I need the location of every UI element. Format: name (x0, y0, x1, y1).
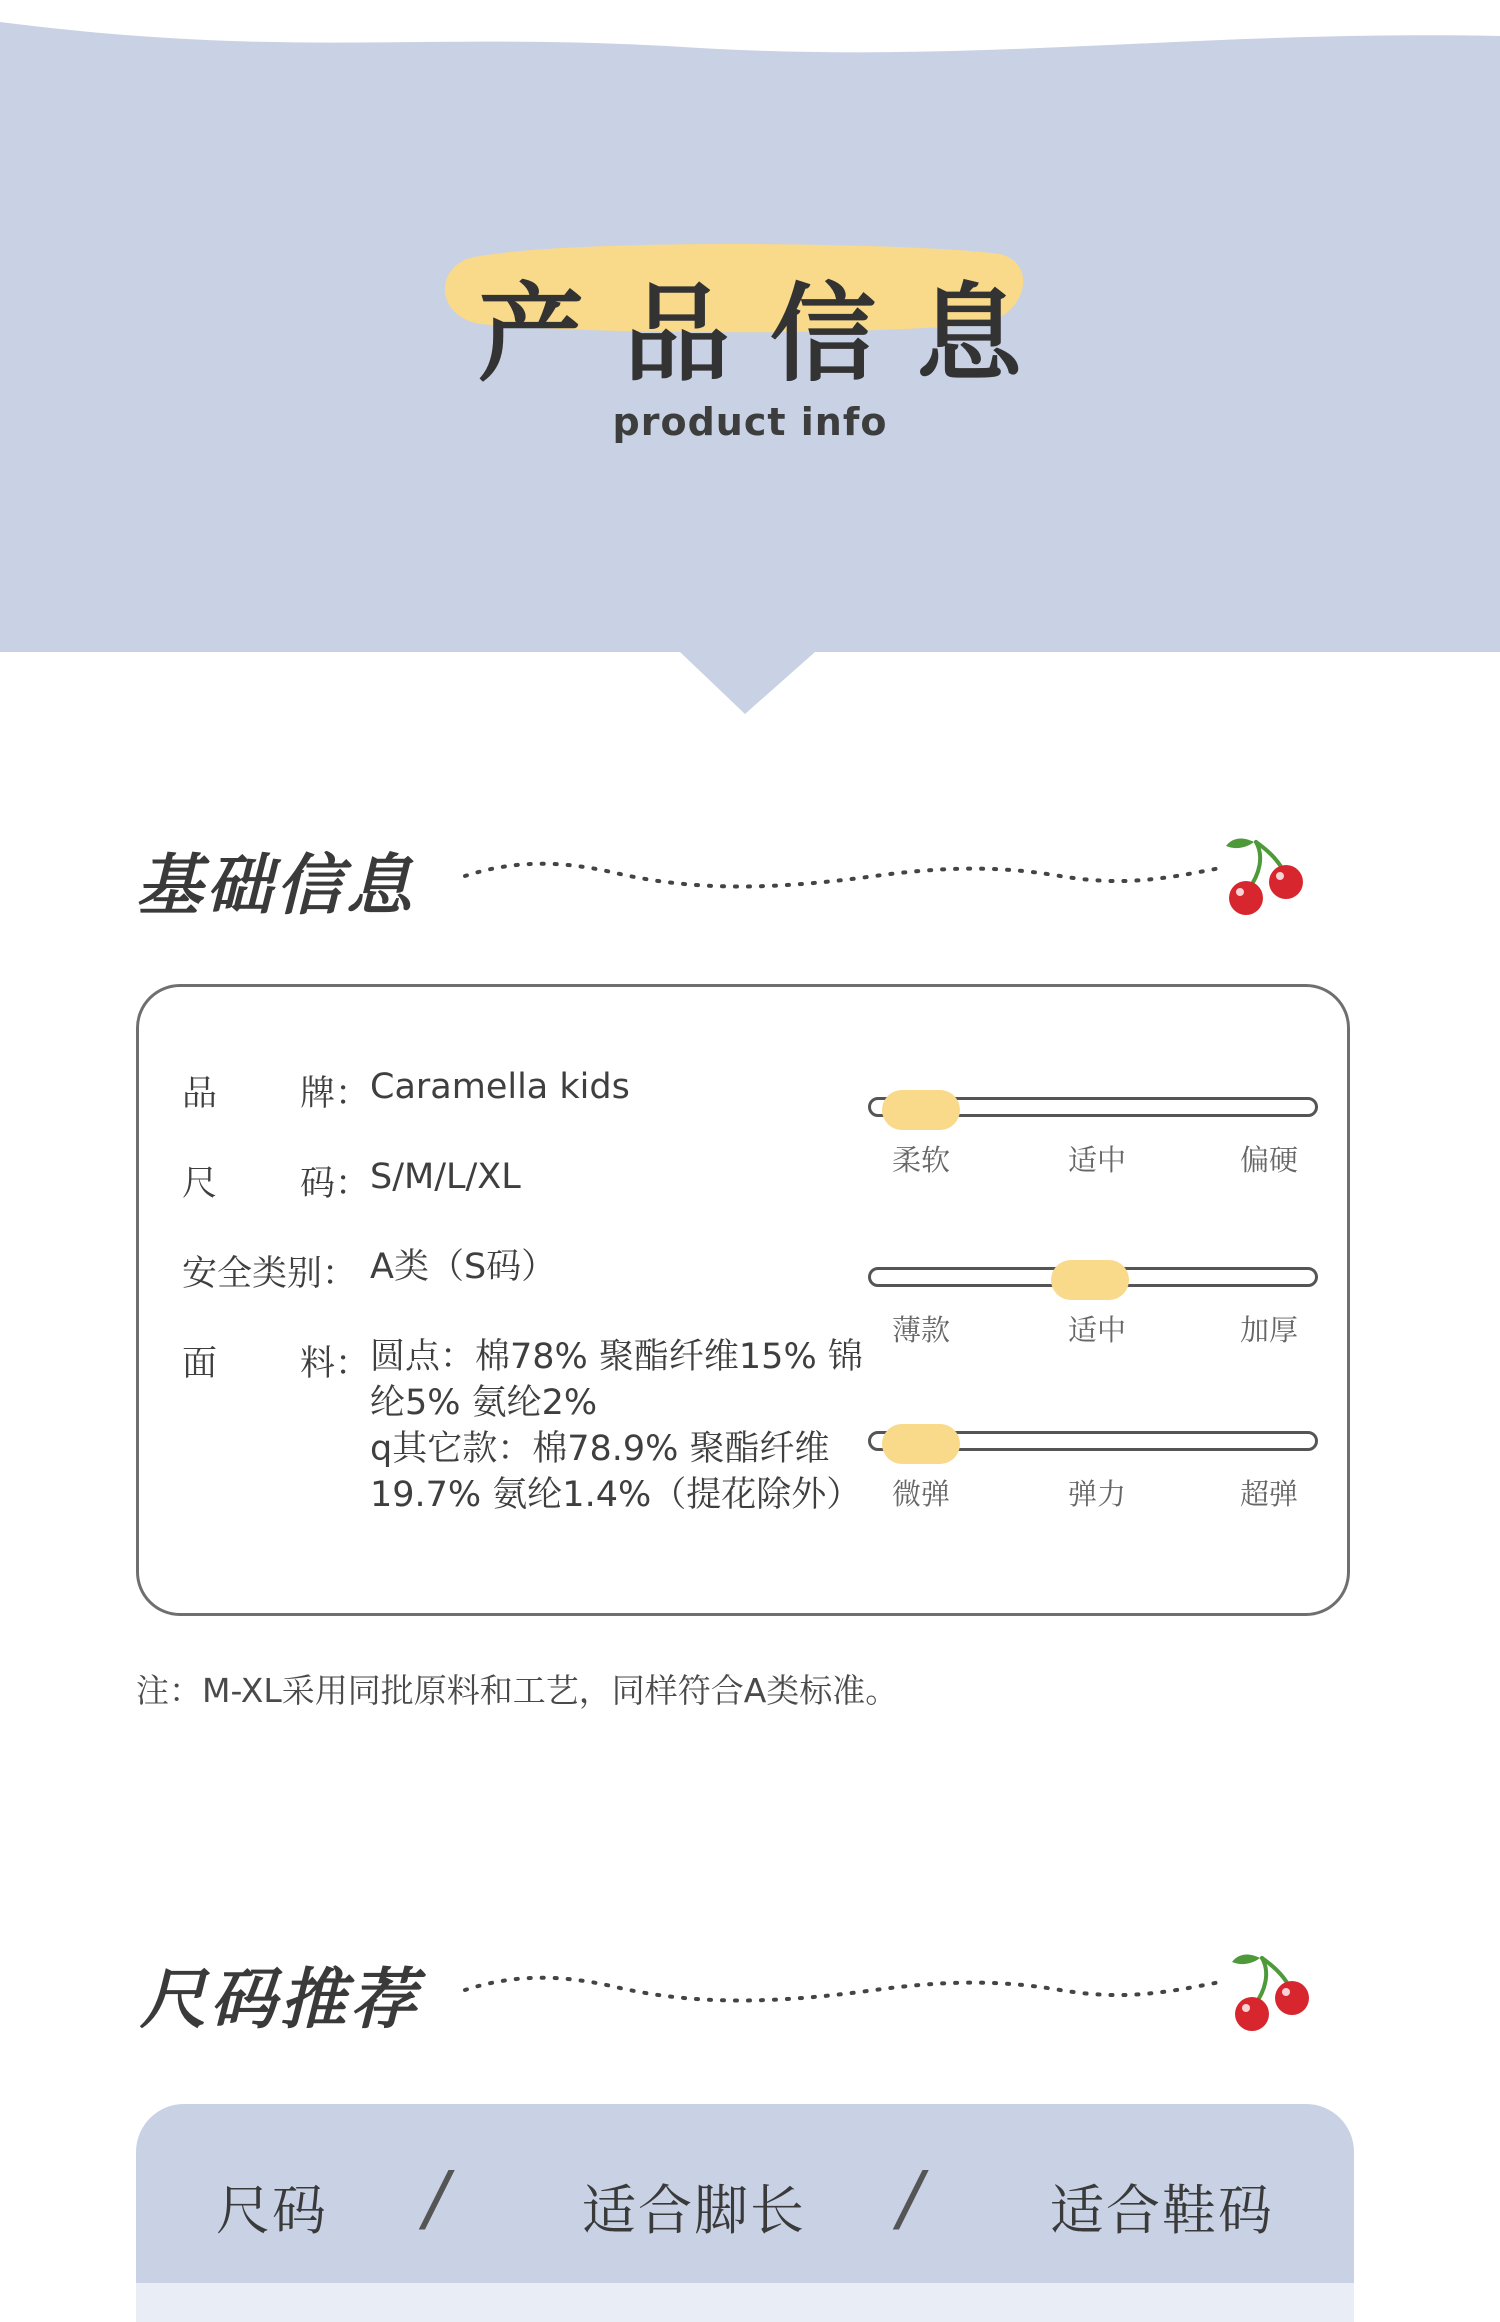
cherry-icon (1226, 1950, 1318, 2036)
slider-softness (868, 1090, 1318, 1180)
slider-label-right: 偏硬 (1240, 1143, 1299, 1177)
column-separator: / (424, 2156, 449, 2240)
label-safety: 安全类别： (182, 1254, 358, 1294)
column-header-foot-length: 适合脚长 (582, 2179, 806, 2242)
slider-knob (1051, 1260, 1129, 1300)
section-title-basic-info: 基础信息 (136, 847, 416, 924)
fabric-line: 圆点：棉78% 聚酯纤维15% 锦 (370, 1337, 863, 1377)
column-separator: / (898, 2156, 923, 2240)
value-safety: A类（S码） (370, 1247, 557, 1287)
page-subtitle: product info (612, 400, 888, 444)
slider-label-right: 加厚 (1240, 1313, 1299, 1347)
fabric-line: 纶5% 氨纶2% (370, 1383, 598, 1423)
slider-thickness (868, 1260, 1318, 1350)
page-title: 产品信息 (478, 273, 1062, 396)
slider-label-left: 薄款 (892, 1313, 951, 1347)
footnote: 注：M-XL采用同批原料和工艺，同样符合A类标准。 (136, 1671, 899, 1710)
cherry-icon (1220, 834, 1312, 920)
slider-elasticity (868, 1424, 1318, 1514)
column-header-shoe-size: 适合鞋码 (1050, 2179, 1274, 2242)
label-size: 尺 码： (182, 1164, 371, 1204)
size-table-body-top (136, 2283, 1354, 2322)
column-header-size: 尺码 (216, 2179, 328, 2242)
fabric-line: q其它款：棉78.9% 聚酯纤维 (370, 1429, 830, 1469)
slider-label-mid: 适中 (1068, 1313, 1127, 1347)
slider-label-mid: 适中 (1068, 1143, 1127, 1177)
slider-label-left: 微弹 (892, 1477, 951, 1511)
slider-label-left: 柔软 (892, 1143, 951, 1177)
value-size: S/M/L/XL (370, 1157, 521, 1197)
value-fabric (370, 1334, 870, 1518)
slider-label-mid: 弹力 (1068, 1477, 1127, 1511)
dotted-divider (460, 1962, 1230, 2012)
section-title-size-recommend: 尺码推荐 (140, 1961, 420, 2038)
slider-label-right: 超弹 (1240, 1477, 1299, 1511)
fabric-line: 19.7% 氨纶1.4%（提花除外） (370, 1475, 862, 1515)
label-brand: 品 牌： (182, 1074, 371, 1114)
dotted-divider (460, 848, 1230, 898)
label-fabric: 面 料： (182, 1344, 371, 1384)
value-brand: Caramella kids (370, 1067, 630, 1107)
slider-knob (882, 1090, 960, 1130)
slider-knob (882, 1424, 960, 1464)
